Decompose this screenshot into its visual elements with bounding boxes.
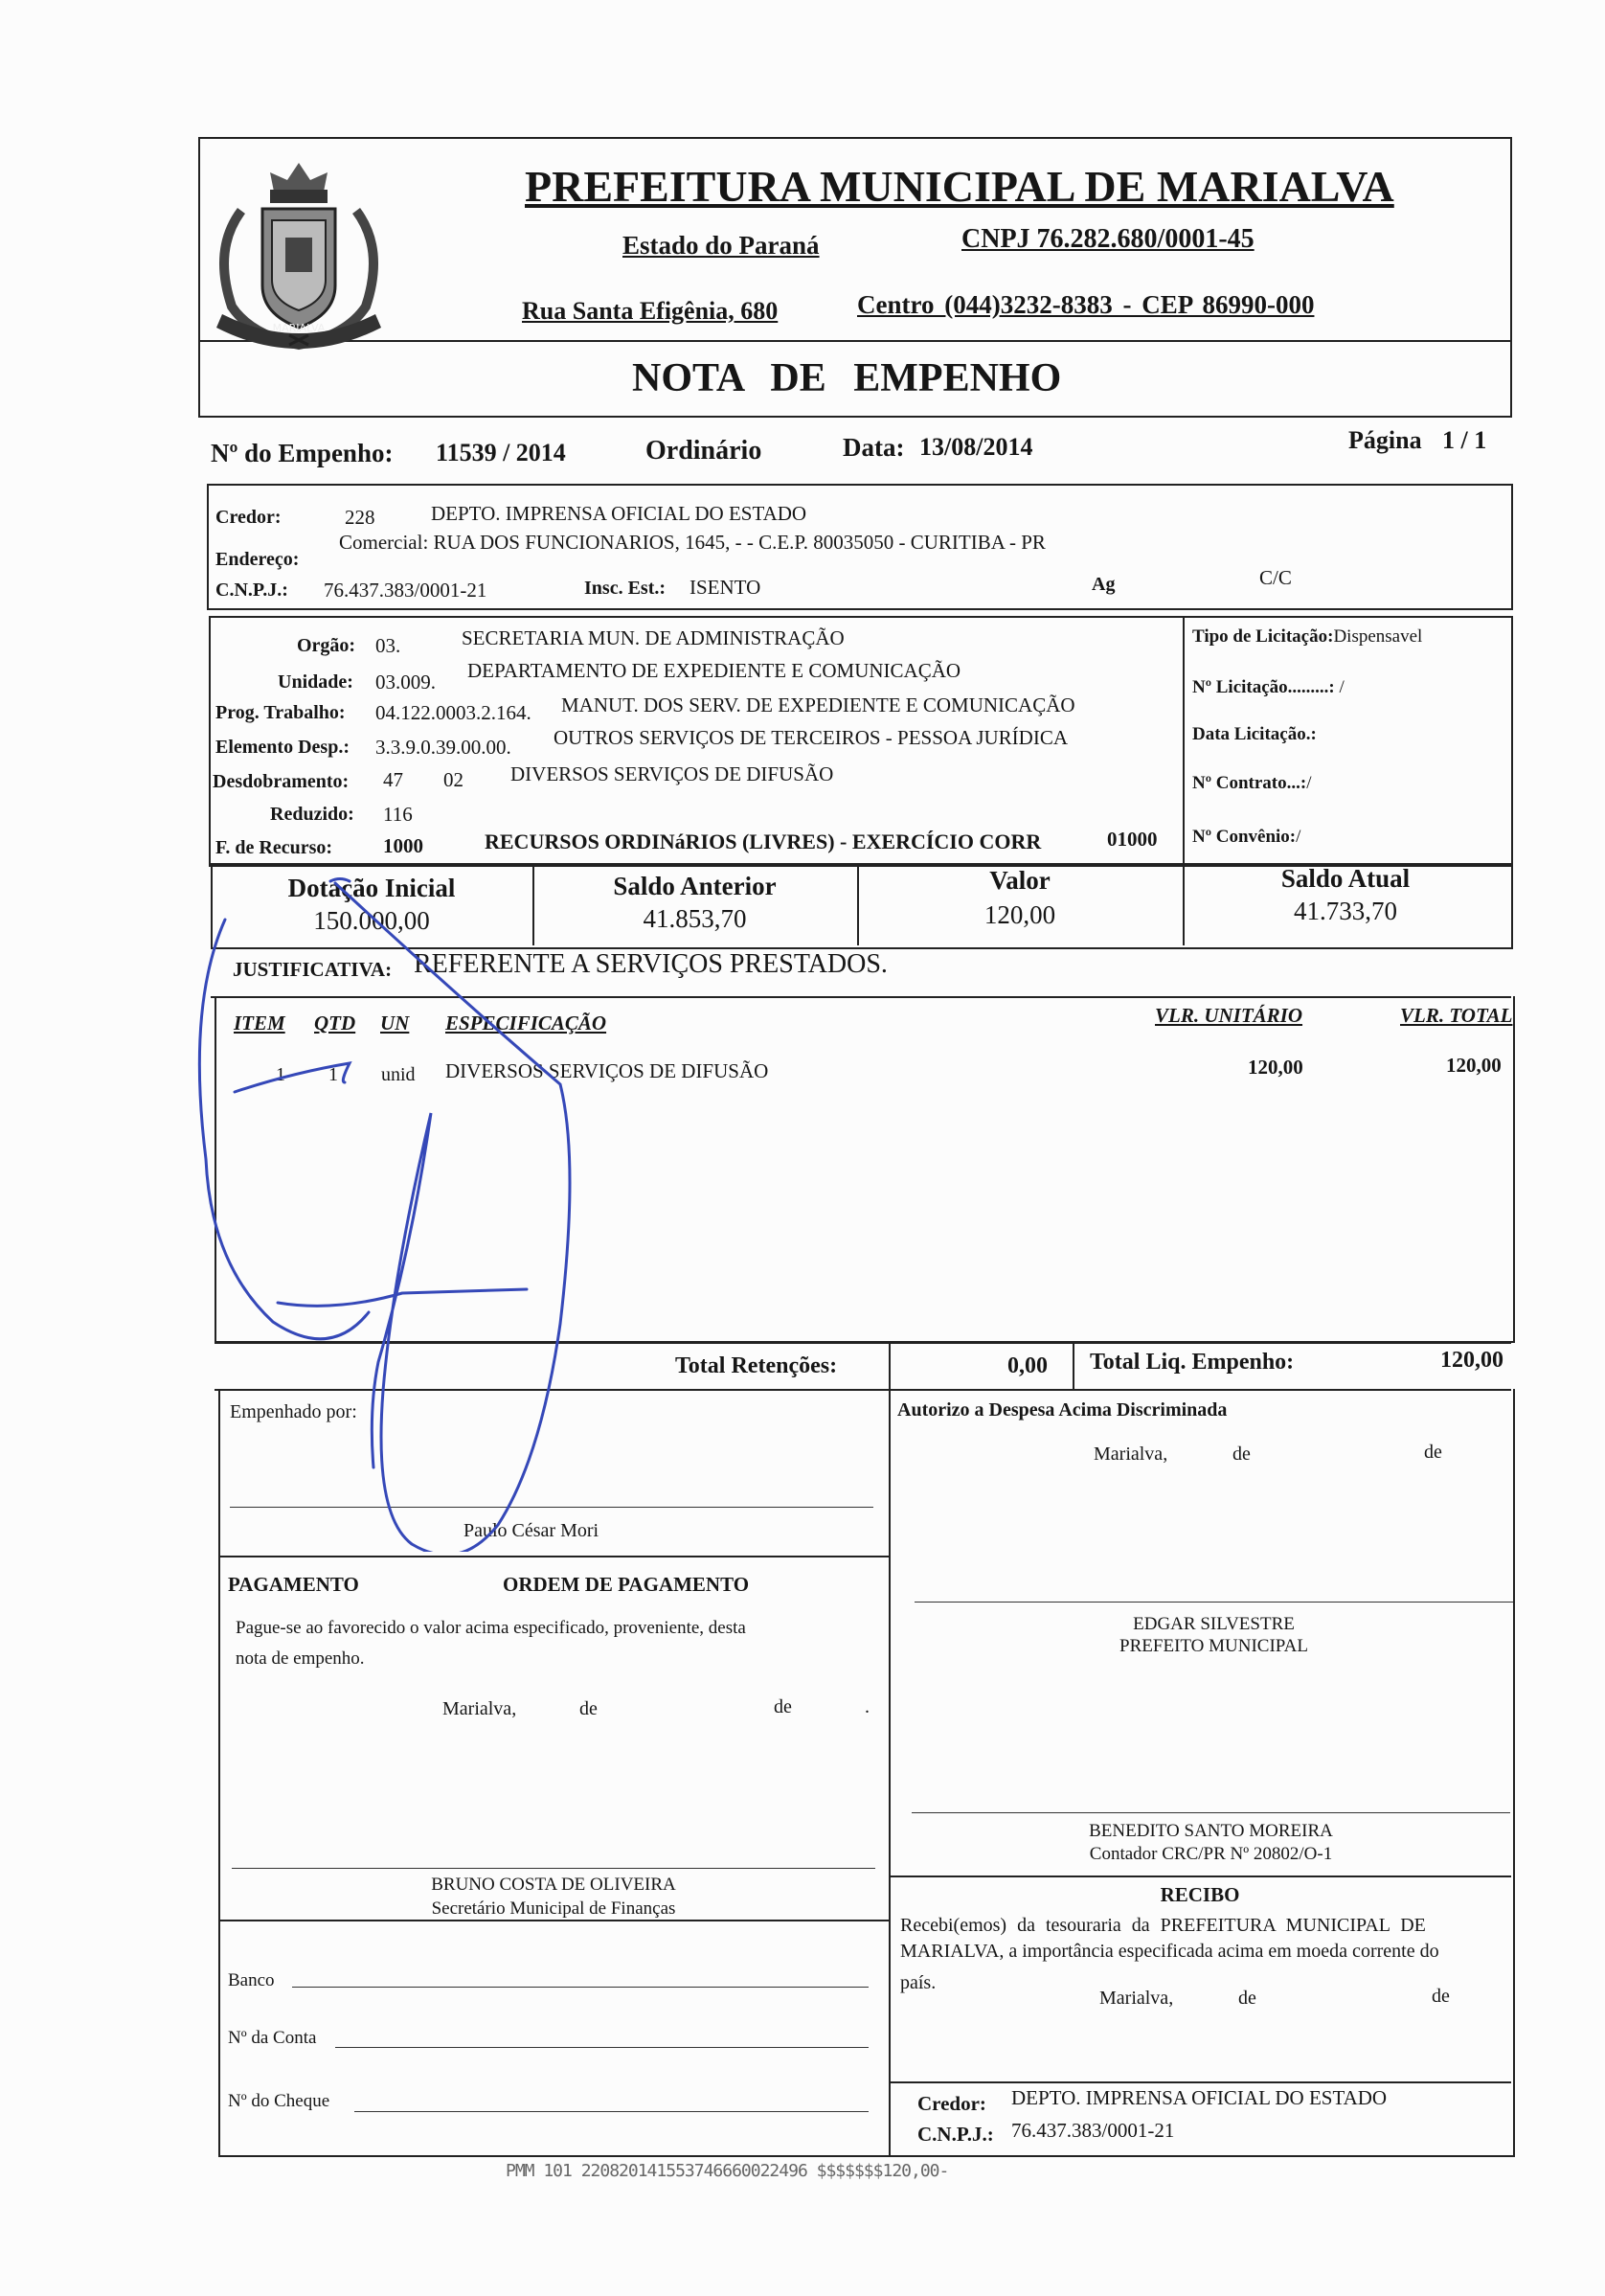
empenho-date: 13/08/2014 (919, 433, 1033, 461)
payment-text-line-1: Pague-se ao favorecido o valor acima especificado, proveniente, desta (236, 1618, 746, 1638)
item-row-1-un: unid (381, 1064, 416, 1085)
licitacao-number-caption: Nº Licitação.........: (1192, 677, 1335, 697)
state-name: Estado do Paraná (622, 231, 820, 260)
prog-name: MANUT. DOS SERV. DE EXPEDIENTE E COMUNICAÇÃO (561, 693, 1075, 716)
saldo-atual-value: 41.733,70 (1294, 897, 1397, 925)
desdobramento-code-2: 02 (443, 768, 463, 791)
receipt-line-1: Recebi(emos) da tesouraria da PREFEITURA MUNICIPAL DE (900, 1915, 1426, 1936)
orgao-label: Orgão: (297, 635, 356, 656)
authorization-title: Autorizo a Despesa Acima Discriminada (897, 1399, 1228, 1421)
payment-title: PAGAMENTO (228, 1573, 359, 1596)
creditor-name: DEPTO. IMPRENSA OFICIAL DO ESTADO (431, 502, 807, 525)
contrato-label (1192, 774, 1311, 792)
creditor-label: Credor: (215, 507, 282, 528)
cheque-number-label: Nº do Cheque (228, 2091, 330, 2111)
receipt-de-1: de (1238, 1988, 1256, 2009)
data-licitacao-label: Data Licitação.: (1192, 724, 1317, 744)
payment-city: Marialva, (442, 1698, 517, 1719)
justification-text: REFERENTE A SERVIÇOS PRESTADOS. (414, 949, 888, 979)
receipt-city: Marialva, (1099, 1988, 1174, 2009)
receipt-line-2: MARIALVA, a importância especificada acima em moeda corrente do (900, 1941, 1439, 1962)
page-number: 1 / 1 (1442, 426, 1487, 454)
col-header-un: UN (380, 1012, 410, 1034)
empenho-number: 11539 / 2014 (436, 439, 566, 466)
payment-de-1: de (579, 1698, 598, 1719)
insc-value: ISENTO (689, 576, 761, 599)
desdobramento-code-1: 47 (383, 768, 403, 791)
reduzido-label: Reduzido: (270, 804, 354, 825)
convenio-value: / (1296, 827, 1301, 847)
lower-section-box (218, 1389, 1515, 2157)
elemento-label: Elemento Desp.: (215, 737, 350, 758)
authorization-city: Marialva, (1094, 1444, 1168, 1465)
saldo-anterior-label: Saldo Anterior (613, 872, 777, 900)
receipt-title: RECIBO (1160, 1883, 1240, 1906)
document-title: NOTA DE EMPENHO (632, 356, 1062, 400)
convenio-caption: Nº Convênio: (1192, 827, 1297, 847)
reduzido-value: 116 (383, 803, 413, 826)
receipt-cnpj-value: 76.437.383/0001-21 (1011, 2119, 1175, 2142)
city-cnpj: CNPJ 76.282.680/0001-45 (961, 224, 1255, 254)
insc-label: Insc. Est.: (584, 578, 667, 599)
cheque-number-field-line (354, 2111, 869, 2112)
prog-code: 04.122.0003.2.164. (375, 701, 531, 724)
empenhado-por-label: Empenhado por: (230, 1401, 357, 1422)
valor-value: 120,00 (983, 900, 1056, 929)
payment-order-title: ORDEM DE PAGAMENTO (503, 1573, 750, 1596)
mayor-name: EDGAR SILVESTRE (1133, 1614, 1295, 1634)
recurso-name: RECURSOS ORDINáRIOS (LIVRES) - EXERCÍCIO CORR (485, 830, 1042, 853)
col-header-item: ITEM (234, 1012, 285, 1034)
col-header-total-value: VLR. TOTAL (1400, 1004, 1513, 1027)
unidade-code: 03.009. (375, 671, 436, 693)
unidade-label: Unidade: (278, 671, 353, 693)
dotacao-label: Dotação Inicial (287, 874, 456, 902)
item-row-1-unit-value: 120,00 (1248, 1056, 1303, 1079)
saldo-anterior-value: 41.853,70 (643, 904, 747, 933)
page-label: Página (1348, 426, 1422, 454)
payment-text-line-2: nota de empenho. (236, 1648, 365, 1669)
receipt-cnpj-label: C.N.P.J.: (917, 2123, 994, 2146)
receipt-creditor-label: Credor: (917, 2092, 986, 2115)
items-box (215, 996, 1515, 1343)
finance-secretary-name: BRUNO COSTA DE OLIVEIRA (431, 1875, 676, 1895)
tipo-licitacao-caption: Tipo de Licitação: (1192, 626, 1334, 647)
creditor-code: 228 (345, 506, 375, 529)
item-row-1-item: 1 (276, 1064, 285, 1085)
creditor-cnpj: 76.437.383/0001-21 (324, 579, 487, 602)
total-retencoes-label: Total Retenções: (675, 1353, 838, 1378)
elemento-name: OUTROS SERVIÇOS DE TERCEIROS - PESSOA JURÍDICA (554, 726, 1069, 749)
orgao-name: SECRETARIA MUN. DE ADMINISTRAÇÃO (462, 626, 845, 649)
empenhado-por-name: Paulo César Mori (463, 1520, 599, 1541)
street-address: Rua Santa Efigênia, 680 (522, 297, 779, 325)
municipality-title: PREFEITURA MUNICIPAL DE MARIALVA (525, 162, 1394, 211)
licitacao-number-value: / (1339, 677, 1345, 697)
bank-field-line (292, 1987, 869, 1988)
mayor-role: PREFEITO MUNICIPAL (1119, 1636, 1308, 1656)
desdobramento-label: Desdobramento: (213, 771, 350, 792)
recurso-label: F. de Recurso: (215, 837, 333, 858)
dotacao-value: 150.000,00 (313, 906, 430, 935)
justification-label: JUSTIFICATIVA: (233, 958, 393, 981)
total-liquido-label: Total Liq. Empenho: (1090, 1350, 1295, 1375)
creditor-address: Comercial: RUA DOS FUNCIONARIOS, 1645, - - C.E.P. 80035050 - CURITIBA - PR (339, 531, 1046, 554)
elemento-code: 3.3.9.0.39.00.00. (375, 736, 511, 759)
valor-label: Valor (989, 866, 1051, 895)
col-header-unit-value: VLR. UNITÁRIO (1155, 1004, 1303, 1027)
orgao-code: 03. (375, 634, 401, 657)
address-contact: Centro (044)3232-8383 - CEP 86990-000 (857, 290, 1315, 319)
total-liquido-value: 120,00 (1440, 1348, 1503, 1373)
saldo-atual-label: Saldo Atual (1280, 864, 1411, 893)
col-header-qtd: QTD (314, 1012, 356, 1034)
recurso-number: 01000 (1107, 828, 1158, 851)
account-number-label: Nº da Conta (228, 2028, 317, 2048)
tipo-licitacao-value: Dispensavel (1333, 626, 1423, 647)
creditor-cnpj-label: C.N.P.J.: (215, 580, 288, 601)
item-row-1-spec: DIVERSOS SERVIÇOS DE DIFUSÃO (445, 1059, 769, 1082)
date-label: Data: (843, 433, 905, 462)
account-label: C/C (1259, 566, 1292, 589)
svg-text:MARIALVA: MARIALVA (272, 322, 326, 334)
authorization-de-2: de (1424, 1442, 1442, 1463)
authorization-de-1: de (1232, 1444, 1251, 1465)
licitacao-number-label (1192, 678, 1345, 696)
convenio-label (1192, 828, 1300, 846)
accountant-role: Contador CRC/PR Nº 20802/O-1 (1089, 1844, 1333, 1864)
agency-label: Ag (1092, 574, 1116, 595)
payment-de-2: de (774, 1696, 792, 1717)
contrato-caption: Nº Contrato...: (1192, 773, 1307, 793)
payment-date-dot: . (865, 1696, 870, 1717)
account-number-field-line (335, 2047, 869, 2048)
receipt-creditor-name: DEPTO. IMPRENSA OFICIAL DO ESTADO (1011, 2086, 1388, 2109)
col-header-spec: ESPECIFICAÇÃO (445, 1012, 607, 1034)
contrato-value: / (1306, 773, 1312, 793)
recurso-code: 1000 (383, 834, 423, 857)
bank-label: Banco (228, 1970, 275, 1990)
accountant-name: BENEDITO SANTO MOREIRA (1089, 1821, 1333, 1841)
tipo-licitacao-label (1192, 627, 1422, 646)
total-retencoes-value: 0,00 (1007, 1353, 1048, 1378)
machine-readable-code: PMM 101 220820141553746660022496 $$$$$$$120,00- (506, 2161, 949, 2181)
address-label: Endereço: (215, 549, 300, 570)
unidade-name: DEPARTAMENTO DE EXPEDIENTE E COMUNICAÇÃO (467, 659, 961, 682)
empenho-type: Ordinário (645, 436, 762, 466)
finance-secretary-role: Secretário Municipal de Finanças (431, 1898, 676, 1919)
empenho-number-label: Nº do Empenho: (211, 439, 394, 467)
desdobramento-name: DIVERSOS SERVIÇOS DE DIFUSÃO (510, 762, 834, 785)
receipt-line-3: país. (900, 1972, 937, 1993)
prog-label: Prog. Trabalho: (215, 702, 346, 723)
coat-of-arms-logo (203, 153, 395, 356)
item-row-1-qtd: 1 (328, 1064, 338, 1085)
item-row-1-total-value: 120,00 (1446, 1054, 1502, 1077)
receipt-de-2: de (1432, 1986, 1450, 2007)
